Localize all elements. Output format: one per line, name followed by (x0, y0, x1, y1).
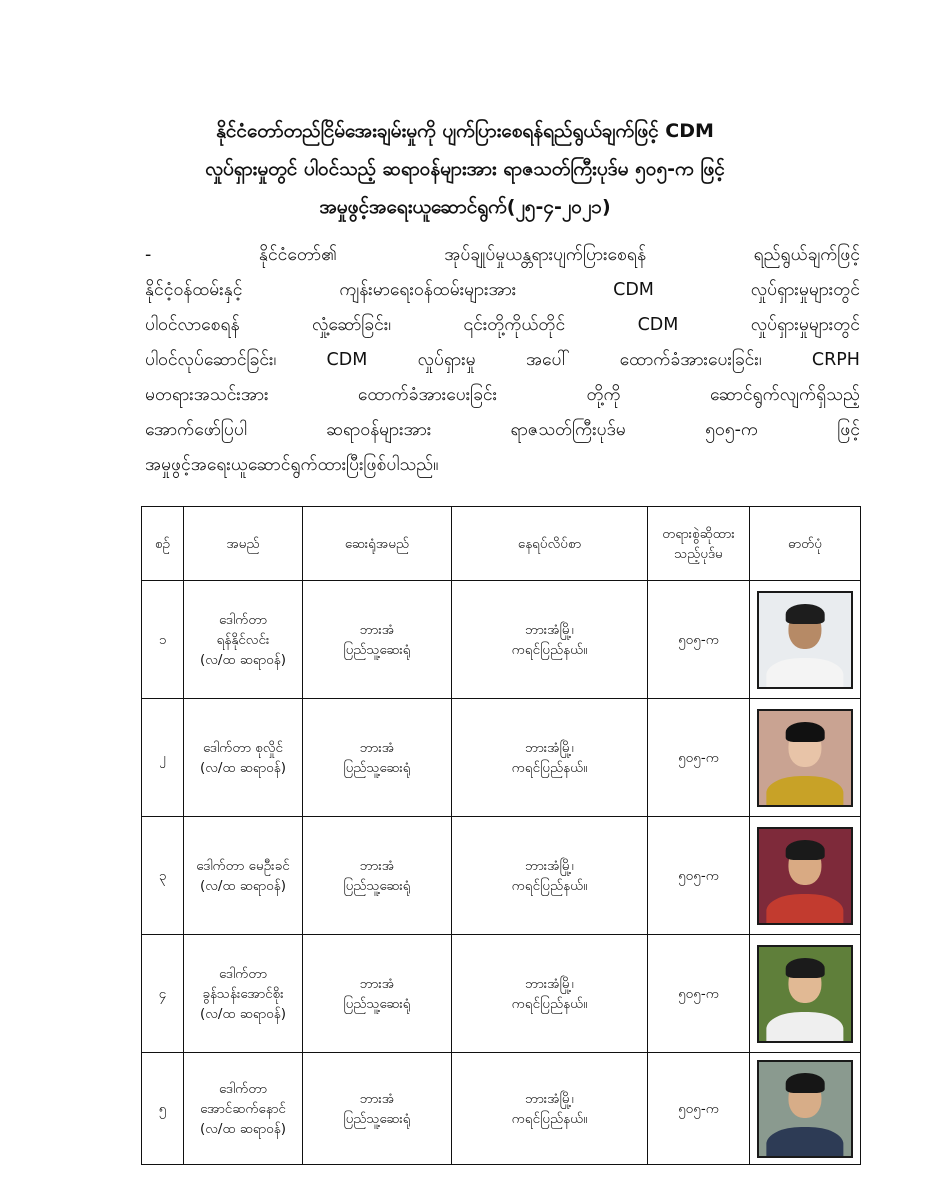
intro-word: မတရားအသင်းအား (145, 385, 269, 405)
cell-no: ၃ (142, 817, 184, 935)
intro-word: ဆရာဝန်များအား (326, 420, 432, 440)
photo-hair (786, 1073, 825, 1094)
cell-no: ၂ (142, 699, 184, 817)
cell-name (184, 935, 303, 1053)
cell-name-line: ဒေါက်တာ (218, 611, 268, 628)
table-row (142, 817, 861, 935)
intro-word: CDM (637, 315, 679, 335)
cell-address (452, 581, 648, 699)
cell-hospital-line: ပြည်သူ့ဆေးရုံ (343, 877, 411, 894)
cell-address-line: ဘားအံမြို့၊ (525, 739, 574, 756)
cell-section: ၅၀၅-က (648, 581, 750, 699)
intro-word: လှုံ့ဆော်ခြင်း၊ (311, 315, 392, 335)
photo-shoulders (766, 776, 843, 806)
cell-hospital-line: ပြည်သူ့ဆေးရုံ (343, 759, 411, 776)
cell-name (184, 817, 303, 935)
doctors-table (141, 506, 861, 1165)
intro-word: ၎င်းတို့ကိုယ်တိုင် (463, 315, 566, 335)
intro-word: အပေါ် (525, 350, 570, 370)
intro-word: ၅၀၅-က (705, 420, 759, 440)
intro-line (145, 273, 860, 308)
photo-hair (786, 722, 825, 743)
cell-section: ၅၀၅-က (648, 699, 750, 817)
cell-hospital-line: ပြည်သူ့ဆေးရုံ (343, 995, 411, 1012)
title-line-1: နိုင်ငံတော်တည်ငြိမ်အေးချမ်းမှုကို ပျက်ပြားစေရန်ရည်ရွယ်ချက်ဖြင့် CDM (216, 120, 714, 142)
cell-name (184, 1053, 303, 1165)
cell-hospital-line: ဘားအံ (359, 857, 395, 874)
cell-section: ၅၀၅-က (648, 1053, 750, 1165)
intro-word: ရာဇသတ်ကြီးပုဒ်မ (510, 420, 626, 440)
cell-address (452, 935, 648, 1053)
table-row (142, 1053, 861, 1165)
intro-line (145, 308, 860, 343)
cell-name-line: (လ/ထ ဆရာဝန်) (199, 1005, 286, 1022)
photo-hair (786, 840, 825, 861)
cell-photo (750, 817, 861, 935)
cell-name-line: ခွန်သန်းအောင်စိုး (202, 985, 284, 1002)
cell-address (452, 699, 648, 817)
cell-hospital-line: ဘားအံ (359, 975, 395, 992)
intro-paragraph (145, 238, 860, 483)
intro-line (145, 378, 860, 413)
cell-photo (750, 935, 861, 1053)
cell-address-line: ဘားအံမြို့၊ (525, 1090, 574, 1107)
cell-address-line: ကရင်ပြည်နယ်။ (511, 877, 588, 894)
cell-hospital-line: ပြည်သူ့ဆေးရုံ (343, 641, 411, 658)
intro-line (145, 413, 860, 448)
intro-word: လှုပ်ရှားမှုများတွင် (750, 315, 860, 335)
cell-name (184, 581, 303, 699)
intro-word: ဖြင့် (837, 420, 860, 440)
intro-word: တို့ကို (586, 385, 621, 405)
table-header-row (142, 507, 861, 581)
intro-word: ထောက်ခံအားပေးခြင်း (357, 385, 498, 405)
intro-word: အောက်ဖော်ပြပါ (145, 420, 247, 440)
photo-shoulders (766, 894, 843, 924)
cell-hospital-line: ဘားအံ (359, 1090, 395, 1107)
cell-section: ၅၀၅-က (648, 935, 750, 1053)
cell-no: ၁ (142, 581, 184, 699)
doctor-photo (757, 827, 853, 925)
cell-address-line: ကရင်ပြည်နယ်။ (511, 1110, 588, 1127)
cell-hospital-line: ပြည်သူ့ဆေးရုံ (343, 1110, 411, 1127)
doctor-photo (757, 945, 853, 1043)
cell-photo (750, 699, 861, 817)
intro-word: ပါဝင်လာစေရန် (145, 315, 240, 335)
header-photo: ဓာတ်ပုံ (750, 507, 861, 581)
intro-word: CDM (326, 350, 368, 370)
header-no: စဉ် (142, 507, 184, 581)
cell-address (452, 817, 648, 935)
intro-word: ရည်ရွယ်ချက်ဖြင့် (753, 245, 860, 265)
table-row (142, 581, 861, 699)
cell-hospital-line: ဘားအံ (359, 739, 395, 756)
cell-no: ၅ (142, 1053, 184, 1165)
intro-word: နိုင်ငံ့ဝန်ထမ်းနှင့် (145, 280, 243, 300)
cell-name (184, 699, 303, 817)
doctor-photo (757, 709, 853, 807)
cell-name-line: (လ/ထ ဆရာဝန်) (199, 759, 286, 776)
title-line-2: လှုပ်ရှားမှုတွင် ပါဝင်သည့် ဆရာဝန်များအား ရာဇသတ်ကြီးပုဒ်မ ၅၀၅-က ဖြင့် (205, 158, 725, 180)
photo-hair (786, 604, 825, 625)
intro-word: ပါဝင်လုပ်ဆောင်ခြင်း၊ (145, 350, 277, 370)
cell-name-line: ဒေါက်တာ မေဦးခင် (196, 857, 290, 874)
photo-shoulders (766, 1012, 843, 1042)
cell-name-line: ဒေါက်တာ (218, 1080, 268, 1097)
photo-shoulders (766, 1127, 843, 1157)
cell-name-line: (လ/ထ ဆရာဝန်) (199, 651, 286, 668)
intro-line-last: အမှုဖွင့်အရေးယူဆောင်ရွက်ထားပြီးဖြစ်ပါသည်။ (145, 455, 439, 475)
cell-address-line: ကရင်ပြည်နယ်။ (511, 995, 588, 1012)
photo-hair (786, 958, 825, 979)
table-row (142, 935, 861, 1053)
document-title (120, 112, 810, 226)
cell-section: ၅၀၅-က (648, 817, 750, 935)
photo-shoulders (766, 658, 843, 688)
cell-name-line: ဒေါက်တာ (218, 965, 268, 982)
cell-no: ၄ (142, 935, 184, 1053)
header-address: နေရပ်လိပ်စာ (452, 507, 648, 581)
title-line-3: အမှုဖွင့်အရေးယူဆောင်ရွက်(၂၅-၄-၂၀၂၁) (319, 196, 611, 218)
cell-name-line: (လ/ထ ဆရာဝန်) (199, 1120, 286, 1137)
cell-address-line: ဘားအံမြို့၊ (525, 621, 574, 638)
cell-hospital (303, 581, 452, 699)
cell-hospital (303, 935, 452, 1053)
intro-line (145, 343, 860, 378)
cell-address-line: ဘားအံမြို့၊ (525, 975, 574, 992)
cell-hospital (303, 699, 452, 817)
intro-word: - (145, 245, 152, 265)
cell-name-line: ဒေါက်တာ စုလှိုင် (202, 739, 284, 756)
cell-address-line: ကရင်ပြည်နယ်။ (511, 641, 588, 658)
header-section: တရားစွဲဆိုထား သည့်ပုဒ်မ (648, 507, 750, 581)
cell-address-line: ဘားအံမြို့၊ (525, 857, 574, 874)
intro-word: ကျန်းမာရေးဝန်ထမ်းများအား (339, 280, 517, 300)
header-hospital: ဆေးရုံအမည် (303, 507, 452, 581)
intro-line (145, 238, 860, 273)
cell-hospital-line: ဘားအံ (359, 621, 395, 638)
header-name: အမည် (184, 507, 303, 581)
doctor-photo (757, 1060, 853, 1158)
table-row (142, 699, 861, 817)
intro-word: လှုပ်ရှားမှု (417, 350, 476, 370)
cell-name-line: (လ/ထ ဆရာဝန်) (199, 877, 286, 894)
cell-address (452, 1053, 648, 1165)
cell-name-line: ရန်နိုင်လင်း (216, 631, 270, 648)
cell-name-line: အောင်ဆက်နောင် (200, 1100, 286, 1117)
cell-photo (750, 581, 861, 699)
intro-word: အုပ်ချုပ်မှုယန္တရားပျက်ပြားစေရန် (444, 245, 647, 265)
cell-hospital (303, 1053, 452, 1165)
cell-hospital (303, 817, 452, 935)
intro-word: ဆောင်ရွက်လျက်ရှိသည့် (709, 385, 860, 405)
intro-word: နိုင်ငံတော်၏ (258, 245, 337, 265)
intro-word: CRPH (811, 350, 860, 370)
cell-photo (750, 1053, 861, 1165)
intro-word: ထောက်ခံအားပေးခြင်း၊ (619, 350, 762, 370)
intro-word: လှုပ်ရှားမှုများတွင် (750, 280, 860, 300)
cell-address-line: ကရင်ပြည်နယ်။ (511, 759, 588, 776)
intro-word: CDM (613, 280, 654, 300)
doctor-photo (757, 591, 853, 689)
table-body (142, 581, 861, 1165)
